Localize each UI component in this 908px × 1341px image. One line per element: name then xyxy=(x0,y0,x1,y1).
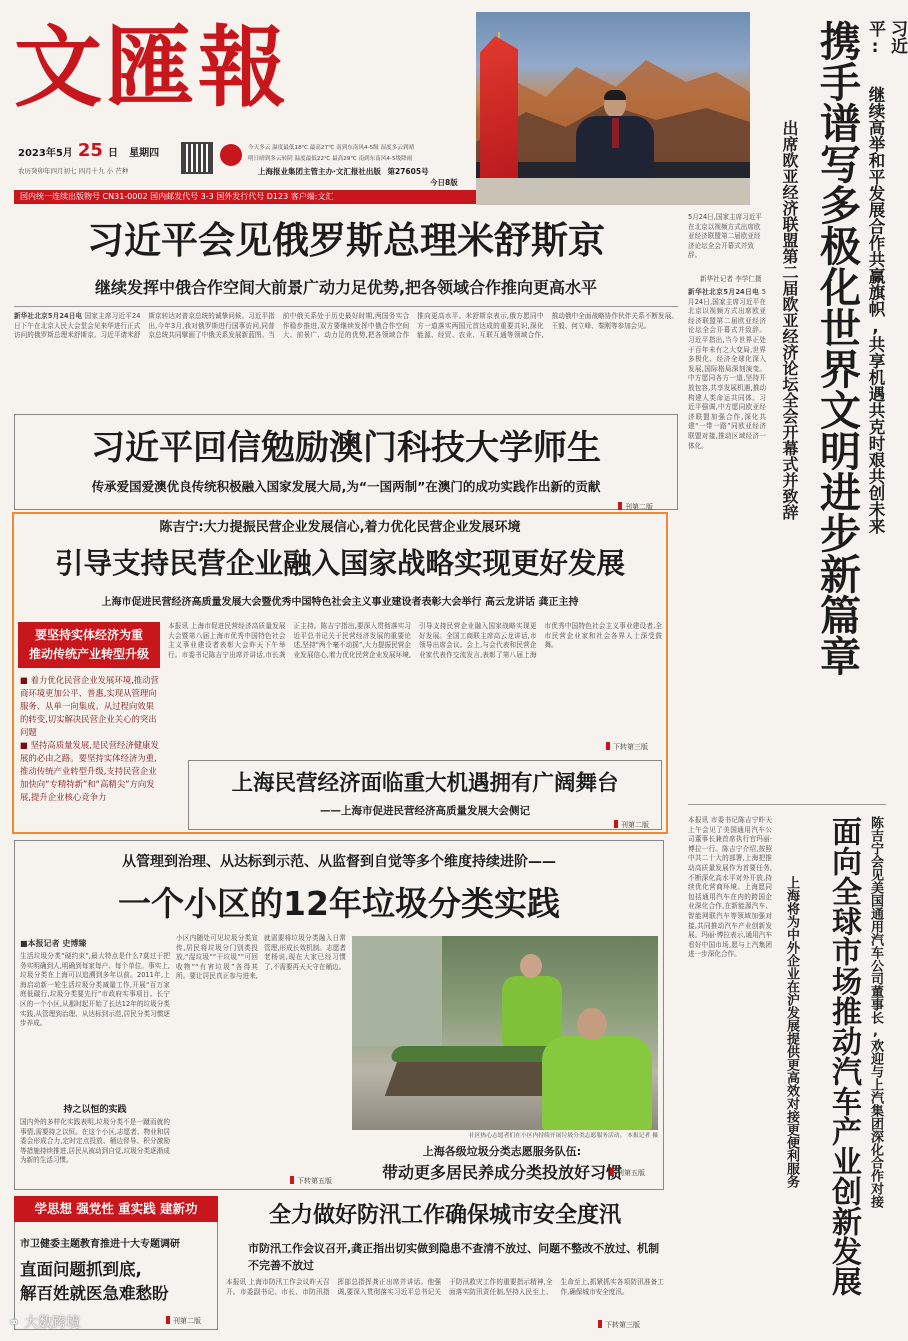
desk xyxy=(476,178,750,205)
story4-photo-kicker: 上海各级垃圾分类志愿服务队伍: xyxy=(422,1145,582,1158)
weather-line-1: 今天多云 温度最低18℃ 最高27℃ 南到东南风4-5级 湿度多云到晴 xyxy=(248,145,415,151)
story3-sidebar-body: ■ 着力优化民营企业发展环境,推动营商环境更加公平、普惠,实现从管理向服务、从单一向集成、从过程向效果的转变,切实解决民营企业关心的突出问题 ■ 坚持高质量发展,是民营经济健康发展的必由之路。要坚持实体经济为重,推动传统产业转型升级,支持民营企业加快向“专精特新”和“高精尖”方向发展,提升企业核心竞争力 xyxy=(20,675,159,802)
right-lead-headline: 携手谱写多极化世界文明进步新篇章 xyxy=(813,20,861,676)
photo-building xyxy=(352,936,442,1046)
story3-sub-deck: ——上海市促进民营经济高质量发展大会侧记 xyxy=(320,805,530,817)
story3-headline: 引导支持民营企业融入国家战略实现更好发展 xyxy=(54,547,625,580)
right-lead-dateline: 新华社北京5月24日电 xyxy=(688,288,760,296)
story1-body xyxy=(14,312,678,410)
right-second-rule xyxy=(688,804,886,805)
bottom-left-jump[interactable]: 刊第二版 xyxy=(166,1316,201,1326)
volunteer-head-1 xyxy=(520,954,542,978)
story3-deck: 上海市促进民营经济高质量发展大会暨优秀中国特色社会主义事业建设者表彰大会举行 高云龙讲话 龚正主持 xyxy=(101,597,579,608)
volunteer-head-2 xyxy=(577,1008,607,1040)
story4-body2: 国内外的多样化实践表明,垃圾分类不是一蹴而就的事情,需要持之以恒。在这个小区,志愿者、物业和居委会形成合力,定时定点投放、桶边督导、积分激励等措施持续推进,居民从被动到自觉,垃圾分类逐渐成为新的生活习惯。 xyxy=(20,1118,170,1165)
bottom-left-headline: 直面问题抓到底, 解百姓就医急难愁盼 xyxy=(20,1260,169,1303)
story3-kicker: 陈吉宁:大力提振民营企业发展信心,着力优化民营企业发展环境 xyxy=(159,520,521,535)
story3-sidebar-title-box xyxy=(18,622,160,668)
story1-subhead: 继续发挥中俄合作空间大前景广动力足优势,把各领域合作推向更高水平 xyxy=(94,278,598,297)
story4-kicker: 从管理到治理、从达标到示范、从监督到自觉等多个维度持续进阶—— xyxy=(122,854,556,870)
date-day-suffix: 日 xyxy=(108,148,119,159)
bottom-left-slogan-bar xyxy=(14,1196,218,1222)
story4-photo-caption: 社区热心志愿者们在小区内持续开展垃圾分类志愿服务活动。 本报记者 摄 xyxy=(468,1133,658,1139)
lunar-date: 农历癸卯年四月初七 四月十九 小 芒种 xyxy=(18,167,129,175)
right-lead-caption: 5月24日,国家主席习近平在北京以视频方式出席欧亚经济联盟第二届欧亚经济论坛全会开幕式并致辞。 xyxy=(688,213,763,260)
pages-count: 今日8版 xyxy=(430,178,458,187)
publisher-line xyxy=(258,166,474,177)
registration-text: 国内统一连续出版物号 CN31-0002 国内邮发代号 3-3 国外发行代号 D123 客户端:文汇 xyxy=(20,192,334,201)
story1-headline: 习近平会见俄罗斯总理米舒斯京 xyxy=(87,219,605,262)
story5-jump[interactable]: 下转第三版 xyxy=(598,1320,640,1330)
story4-headline: 一个小区的12年垃圾分类实践 xyxy=(118,884,560,923)
story4-photo-headline: 带动更多居民养成分类投放好习惯 xyxy=(381,1163,622,1182)
right-lead-subhead: 继续高举和平发展合作共赢旗帜,共享机遇共克时艰共创未来 xyxy=(866,86,885,534)
qr-code-icon xyxy=(181,142,213,174)
right-lead-kicker: 习近平: xyxy=(865,20,907,57)
lead-photo xyxy=(476,12,750,205)
weather-line-2: 明日晴到多云转阴 温度最低22℃ 最高29℃ 南到东南风4-5级降雨 xyxy=(248,156,413,162)
masthead-date xyxy=(18,140,178,160)
story4-body: 生活垃圾分类“硬约束”,最大特点是什么?莫过于把务实明确到人,明确到每家每户、每个单位。事实上,垃圾分类在上海可以追溯到多年以前。2011年,上海启动新一轮生活垃圾分类减量工作,开展“百万家庭低碳行,垃圾分类要先行”市政府实事项目。长宁区的一个小区,从那时起开始了长达12年的垃圾分类实践,从管理到治理、从达标到示范,居民分类习惯逐步养成。 xyxy=(20,952,170,1028)
right-second-deck1: 陈吉宁会见美国通用汽车公司董事长,欢迎与上汽集团深化合作对接 xyxy=(868,816,883,1208)
flag-icon xyxy=(480,36,518,201)
story1-rule xyxy=(14,306,678,307)
story3-jump[interactable]: 下转第三版 xyxy=(606,742,648,752)
bottom-left-kicker: 市卫健委主题教育推进十大专题调研 xyxy=(20,1239,180,1250)
right-second-body: 本报讯 市委书记陈吉宁昨天上午会见了美国通用汽车公司董事长兼首席执行官玛丽·博拉一行。陈吉宁介绍,按照中共二十大的部署,上海把推动高质量发展作为首要任务,不断深化高水平对外开放,持续优化营商环境。上海愿同包括通用汽车在内的跨国企业深化合作,在新能源汽车、智能网联汽车等领域加强对接,共同推动汽车产业创新发展。玛丽·博拉表示,通用汽车看好中国市场,愿与上汽集团进一步深化合作。 xyxy=(688,816,772,959)
story4-subsection: 持之以恒的实践 xyxy=(63,1105,127,1115)
right-lead-body-text: 5月24日,国家主席习近平在北京以视频方式出席欧亚经济联盟第二届欧亚经济论坛全会开幕式并致辞。习近平指出,当今世界正处于百年未有之大变局,世界多极化、经济全球化深入发展,国际格局深刻演变。中方愿同各方一道,坚持开放包容,共享发展机遇,推动构建人类命运共同体。习近平强调,中方愿同欧亚经济联盟加强合作,深化共建“一带一路”同欧亚经济联盟对接,推动区域经济一体化。 xyxy=(688,288,766,450)
story2-headline: 习近平回信勉励澳门科技大学师生 xyxy=(91,428,601,468)
masthead-logo: 文匯報 xyxy=(14,15,291,119)
story3-sidebar-title: 要坚持实体经济为重 推动传统产业转型升级 xyxy=(28,628,149,661)
story1-dateline: 新华社北京5月24日电 xyxy=(14,312,83,320)
speaker-tie xyxy=(612,118,619,148)
bottom-left-slogan: 学思想 强党性 重实践 建新功 xyxy=(34,1201,198,1216)
story3-body: 本报讯 上海市促进民营经济高质量发展大会暨第八届上海市优秀中国特色社会主义事业建设者表彰大会昨天下午举行。市委书记陈吉宁出席并讲话,市长龚正主持。陈吉宁指出,要深入贯彻落实习近平总书记关于民营经济发展的重要论述,坚持“两个毫不动摇”,大力提振民营企业发展信心,着力优化民营企业发展环境,引导支持民营企业融入国家战略实现更好发展。全国工商联主席高云龙讲话,市领导出席会议。会上,与会代表和民营企业家代表作交流发言,表彰了第八届上海市优秀中国特色社会主义事业建设者,全市民营企业家和社会各界人士深受鼓舞。 xyxy=(168,622,662,659)
story4-photo-jump[interactable]: 刊第五版 xyxy=(610,1168,645,1178)
volunteer-vest-2 xyxy=(542,1036,652,1130)
registration-bar xyxy=(14,190,476,204)
watermark: ⚭ 大数跨境 xyxy=(8,1315,81,1331)
story4-body3: 小区内随处可见垃圾分类宣传,居民将垃圾分门别类投放,“湿垃圾”“干垃圾”“可回收物”“有害垃圾”各得其所。要让居民真正参与进来,就需要将垃圾分类融入日常管理,形成长效机制。志愿者老杨说,现在大家已经习惯了,不需要再天天守在桶边。 xyxy=(176,934,346,981)
story4-photo xyxy=(352,936,658,1130)
story4-jump[interactable]: 下转第五版 xyxy=(290,1176,332,1186)
story3-sub-jump[interactable]: 刊第二版 xyxy=(614,820,649,830)
story5-body: 本报讯 上海市防汛工作会议昨天召开。市委副书记、市长、市防汛指挥部总指挥龚正出席并讲话。他强调,要深入贯彻落实习近平总书记关于防汛救灾工作的重要指示精神,全面落实防汛责任制,坚持人民至上、生命至上,抓紧抓实各项防汛准备工作,确保城市安全度汛。 xyxy=(226,1278,664,1296)
right-second-headline: 面向全球市场推动汽车产业创新发展 xyxy=(826,816,861,1296)
right-lead-body-cont xyxy=(688,520,878,800)
story2-subhead: 传承爱国爱澳优良传统积极融入国家发展大局,为“一国两制”在澳门的成功实践作出新的贡献 xyxy=(91,479,601,494)
story2-jump[interactable]: 刊第二版 xyxy=(618,502,653,512)
story4-byline: ■本报记者 史博臻 xyxy=(20,939,87,948)
right-lead-deck: 出席欧亚经济联盟第二届欧亚经济论坛全会开幕式并致辞 xyxy=(780,120,799,520)
date-weekday: 星期四 xyxy=(129,148,160,159)
story1-body-text: 国家主席习近平24日下午在北京人民大会堂会见来华进行正式访问的俄罗斯总理米舒斯京。习近平请米舒斯京转达对普京总统的诚挚问候。习近平指出,今年3月,我对俄罗斯进行国事访问,同普京总统共同擘画了中俄关系发展新蓝图。当前中俄关系处于历史最好时期,两国务实合作稳步推进,双方要继续发挥中俄合作空间大、前景广、动力足的优势,把各领域合作推向更高水平。米舒斯京表示,俄方愿同中方一道落实两国元首达成的重要共识,深化能源、经贸、农业、互联互通等领域合作,推动俄中全面战略协作伙伴关系不断发展。王毅、何立峰、秦刚等参加会见。 xyxy=(14,312,678,340)
paper-seal-icon xyxy=(220,144,242,166)
right-lead-photo-credit: 新华社记者 李学仁摄 xyxy=(700,275,762,283)
volunteer-vest-1 xyxy=(502,976,562,1046)
issue-no: 第27605号 xyxy=(387,167,429,176)
story5-headline: 全力做好防汛工作确保城市安全度汛 xyxy=(268,1203,621,1228)
right-second-deck2: 上海将为中外企业在沪发展提供更高效对接更便利服务 xyxy=(784,876,799,1188)
publisher: 上海报业集团主管主办·文汇报社出版 xyxy=(258,167,381,176)
story3-sub-headline: 上海民营经济面临重大机遇拥有广阔舞台 xyxy=(231,771,619,796)
date-year-month: 2023年5月 xyxy=(18,148,73,159)
date-day: 25 xyxy=(77,140,103,161)
speaker-hair xyxy=(604,90,626,100)
story5-deck: 市防汛工作会议召开,龚正指出切实做到隐患不查清不放过、问题不整改不放过、机制不完善不放过 xyxy=(248,1242,660,1272)
